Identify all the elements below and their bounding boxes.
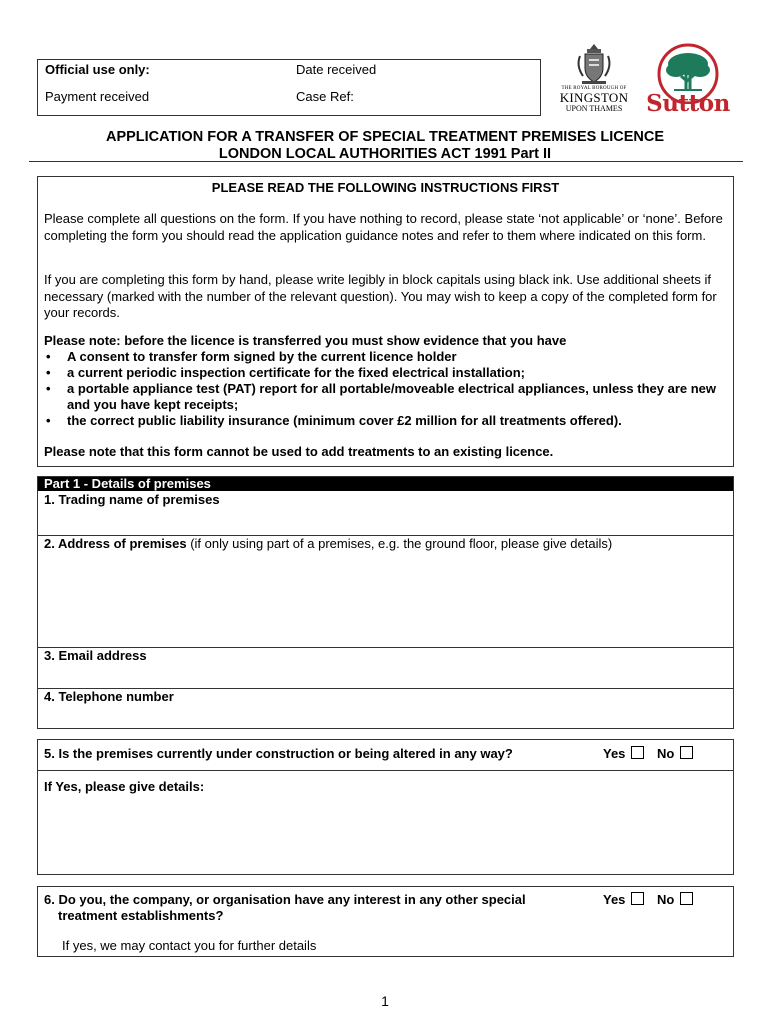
kingston-line1: THE ROYAL BOROUGH OF bbox=[561, 86, 627, 91]
q6-yes-checkbox[interactable] bbox=[631, 892, 644, 905]
q6-note: If yes, we may contact you for further details bbox=[62, 938, 317, 953]
q2-field[interactable] bbox=[38, 536, 733, 648]
sutton-wordmark: Sutton bbox=[646, 90, 730, 117]
q2-label-detail: (if only using part of a premises, e.g. the ground floor, please give details) bbox=[186, 536, 613, 551]
kingston-line2: KINGSTON bbox=[559, 90, 629, 105]
evidence-item: • A consent to transfer form signed by the current licence holder bbox=[44, 349, 732, 365]
title-rule bbox=[29, 161, 743, 162]
q4-field[interactable] bbox=[38, 689, 733, 728]
q6-no-option[interactable] bbox=[657, 892, 693, 907]
q2-label-bold: 2. Address of premises bbox=[44, 536, 187, 551]
instructions-para2: If you are completing this form by hand, please write legibly in block capitals using black ink. Use additional sheets if necessary (marked with the number of the relevant question). You may wish to keep a copy of the completed form for your records. bbox=[44, 272, 717, 320]
q4-label: 4. Telephone number bbox=[44, 689, 174, 704]
instructions-heading: PLEASE READ THE FOLLOWING INSTRUCTIONS FIRST bbox=[211, 180, 560, 195]
form-title bbox=[0, 129, 770, 163]
q5-no-option[interactable] bbox=[657, 746, 693, 761]
q3-label: 3. Email address bbox=[44, 648, 147, 663]
q2-label bbox=[44, 536, 612, 551]
case-ref-label: Case Ref: bbox=[296, 89, 354, 104]
title-line2: LONDON LOCAL AUTHORITIES ACT 1991 Part II bbox=[218, 146, 552, 162]
evidence-item: • a portable appliance test (PAT) report for all portable/moveable electrical appliances, unless they are new and you have kept receipts; bbox=[44, 381, 732, 413]
instructions-note-intro: Please note: before the licence is transferred you must show evidence that you have bbox=[44, 333, 567, 348]
q6-no-checkbox[interactable] bbox=[680, 892, 693, 905]
q5-question: 5. Is the premises currently under construction or being altered in any way? bbox=[44, 746, 513, 761]
page-number: 1 bbox=[381, 993, 389, 1009]
kingston-line3: UPON THAMES bbox=[565, 104, 623, 113]
q6-question-line1: 6. Do you, the company, or organisation have any interest in any other special bbox=[44, 892, 526, 907]
kingston-logo bbox=[553, 42, 635, 116]
q5-details-label: If Yes, please give details: bbox=[44, 779, 205, 794]
sutton-logo bbox=[642, 42, 734, 118]
q6-no-label: No bbox=[657, 892, 675, 907]
instructions-para1: Please complete all questions on the form. If you have nothing to record, please state ‘not applicable’ or ‘none’. Before completing the form you should read the application guidance notes and refer to them where indicated on this form. bbox=[44, 211, 723, 243]
q5-yes-checkbox[interactable] bbox=[631, 746, 644, 759]
official-use-label: Official use only: bbox=[45, 62, 150, 77]
q3-field[interactable] bbox=[38, 648, 733, 689]
kingston-crest-icon bbox=[574, 42, 614, 86]
q6-box bbox=[37, 886, 734, 957]
q5-yes-option[interactable] bbox=[603, 746, 644, 761]
q5-yes-label: Yes bbox=[603, 746, 626, 761]
title-line1: APPLICATION FOR A TRANSFER OF SPECIAL TREATMENT PREMISES LICENCE bbox=[105, 129, 664, 145]
q6-question-line2: treatment establishments? bbox=[58, 908, 224, 923]
evidence-item: • the correct public liability insurance (minimum cover £2 million for all treatments offered). bbox=[44, 413, 732, 429]
q6-yes-option[interactable] bbox=[603, 892, 644, 907]
part1-box bbox=[37, 476, 734, 729]
evidence-item: • a current periodic inspection certificate for the fixed electrical installation; bbox=[44, 365, 732, 381]
instructions-final-note: Please note that this form cannot be used to add treatments to an existing licence. bbox=[44, 444, 554, 459]
date-received-label: Date received bbox=[296, 62, 377, 77]
part1-header: Part 1 - Details of premises bbox=[38, 477, 733, 491]
instructions-box bbox=[37, 176, 734, 467]
q1-field[interactable] bbox=[38, 491, 733, 536]
q6-question bbox=[44, 892, 584, 924]
q5-no-checkbox[interactable] bbox=[680, 746, 693, 759]
q1-label: 1. Trading name of premises bbox=[44, 492, 220, 507]
official-use-box bbox=[37, 59, 541, 116]
q6-yes-label: Yes bbox=[603, 892, 626, 907]
payment-received-label: Payment received bbox=[45, 89, 150, 104]
q5-no-label: No bbox=[657, 746, 675, 761]
q5-box bbox=[37, 739, 734, 875]
evidence-list bbox=[44, 349, 732, 429]
q5-details-field[interactable] bbox=[38, 770, 733, 875]
